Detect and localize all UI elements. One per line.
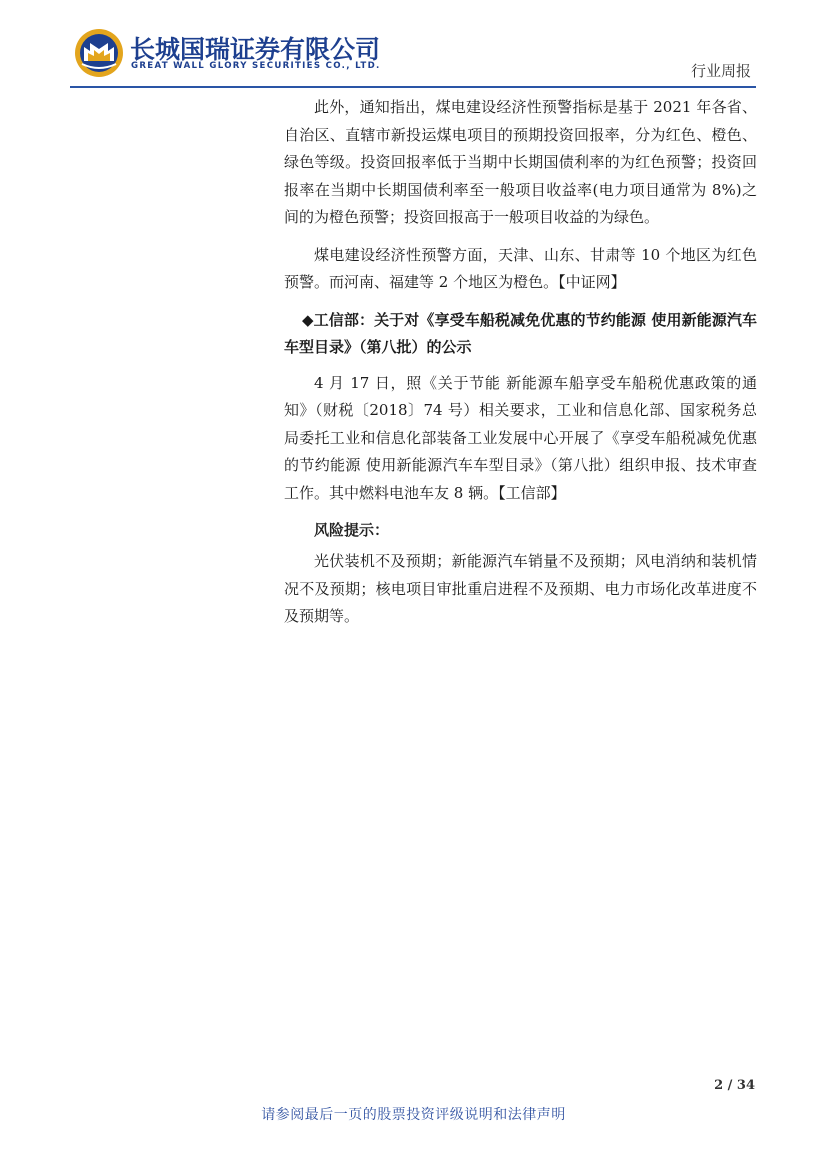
paragraph-miit: 4 月 17 日，照《关于节能 新能源车船享受车船税优惠政策的通知》（财税〔2018〕74 号）相关要求，工业和信息化部、国家税务总局委托工业和信息化部装备工业发展中心开展了《享受车船税减免优惠的节约能源 使用新能源汽车车型目录》（第八批）组织申报、技术审查工作。其中燃料电池车友 8 辆。【工信部】 — [284, 373, 757, 502]
header-divider — [70, 86, 756, 88]
company-logo-icon — [74, 28, 124, 78]
company-name-en: GREAT WALL GLORY SECURITIES CO., LTD. — [131, 61, 381, 71]
footer-disclaimer: 请参阅最后一页的股票投资评级说明和法律声明 — [261, 1107, 566, 1123]
main-content — [284, 94, 757, 641]
report-type: 行业周报 — [690, 62, 751, 80]
page-number: 2 / 34 — [714, 1078, 755, 1093]
paragraph-warning-regions: 煤电建设经济性预警方面，天津、山东、甘肃等 10 个地区为红色预警。而河南、福建等 2 个地区为橙色。【中证网】 — [284, 245, 757, 291]
risk-heading: 风险提示： — [314, 521, 390, 539]
company-name-cn: 长城国瑞证券有限公司 — [130, 35, 381, 64]
paragraph-warning-notice: 此外，通知指出，煤电建设经济性预警指标是基于 2021 年各省、自治区、直辖市新投运煤电项目的预期投资回报率，分为红色、橙色、绿色等级。投资回报率低于当期中长期国债利率的为红色预警；投资回报率在当期中长期国债利率至一般项目收益率(电力项目通常为 8%)之间的为橙色预警；投资回报高于一般项目收益的为绿色。 — [284, 98, 757, 226]
page-header — [0, 0, 827, 90]
news-heading-miit: ◆工信部：关于对《享受车船税减免优惠的节约能源 使用新能源汽车车型目录》（第八批）的公示 — [284, 310, 757, 356]
risk-text: 光伏装机不及预期；新能源汽车销量不及预期；风电消纳和装机情况不及预期；核电项目审批重启进程不及预期、电力市场化改革进度不及预期等。 — [284, 552, 757, 625]
